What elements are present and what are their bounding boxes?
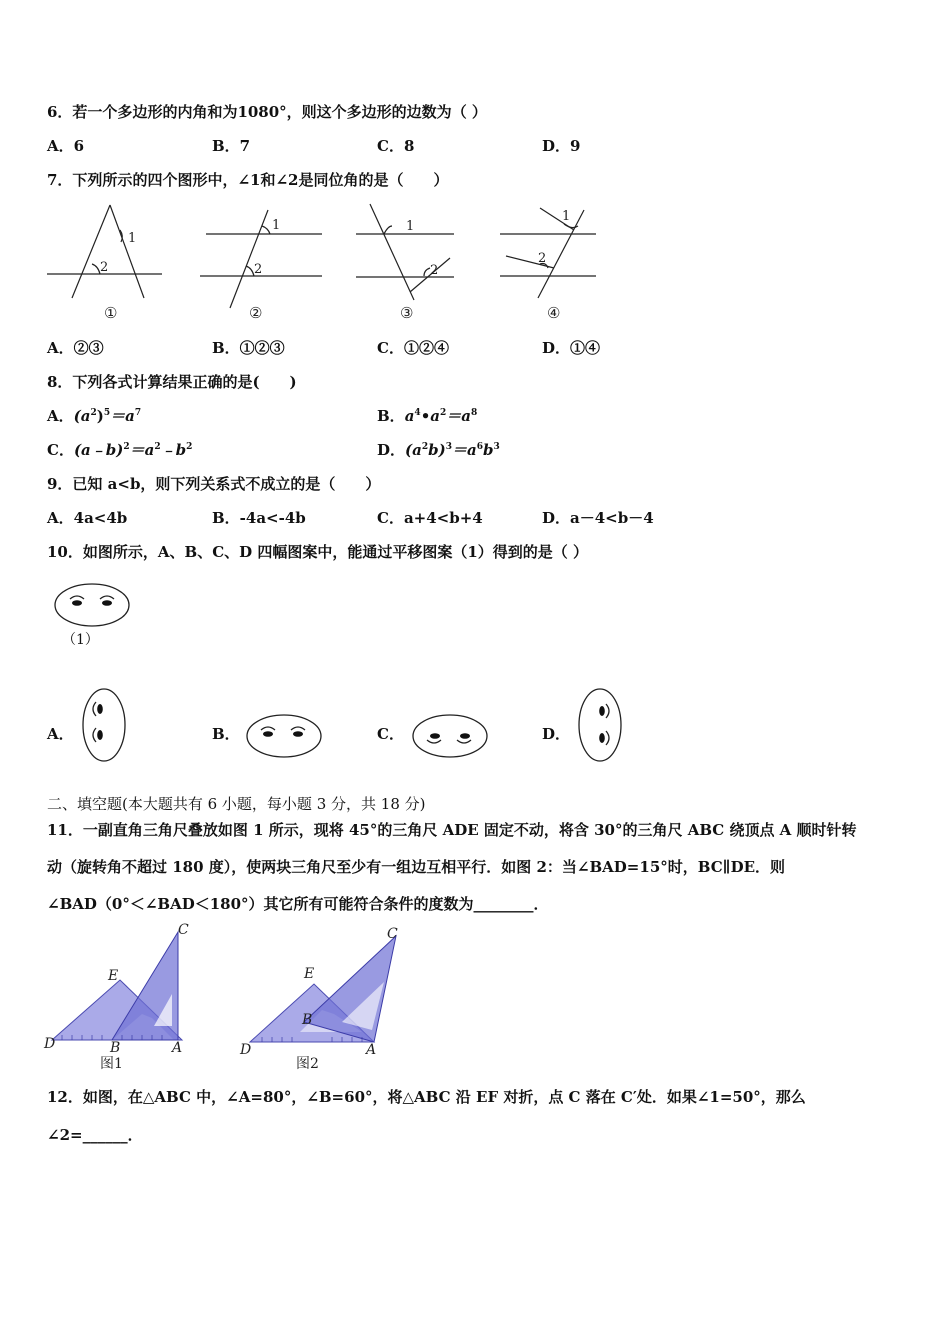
q8-option-c: C．$(a﹣b)^2=a^2﹣b^2$ [47, 441, 193, 459]
q11-line-3: ∠BAD（0°＜∠BAD＜180°）其它所有可能符合条件的度数为________． [47, 895, 549, 913]
q11-figure-2 [239, 926, 398, 1072]
q11-fig2-point-a: A [366, 1042, 377, 1058]
q10-pattern-1 [50, 580, 134, 630]
q6-option-d: D．9 [542, 137, 581, 155]
q10-pattern-b [244, 712, 324, 760]
q11-fig1-point-a: A [172, 1040, 183, 1056]
q7-option-c: C．①②④ [377, 339, 449, 357]
q7-fig2-angle-1: 1 [272, 218, 281, 233]
q7-option-d: D．①④ [542, 339, 601, 357]
q7-figure-label-1: ① [104, 304, 118, 322]
q7-stem: 7．下列所示的四个图形中，∠1和∠2是同位角的是（ ） [47, 171, 449, 189]
q11-fig2-point-e: E [304, 966, 315, 982]
q11-figure-1 [43, 922, 189, 1072]
q11-fig2-point-c: C [387, 926, 398, 942]
q10-option-d: D． [542, 725, 571, 743]
q11-fig2-point-b: B [302, 1012, 313, 1028]
q11-triangle-figures [42, 922, 412, 1072]
q10-option-b: B． [212, 725, 240, 743]
q11-fig1-point-e: E [108, 968, 119, 984]
q10-stem: 10．如图所示，A、B、C、D 四幅图案中，能通过平移图案（1）得到的是（ ） [47, 543, 589, 561]
q7-fig1-angle-1: 1 [128, 231, 137, 246]
q11-line-2: 动（旋转角不超过 180 度），使两块三角尺至少有一组边互相平行．如图 2：当∠BAD=15°时，BC∥DE．则 [47, 858, 786, 876]
q7-figure-label-3: ③ [400, 304, 414, 322]
q11-fig2-point-d: D [240, 1042, 252, 1058]
q12-line-1: 12．如图，在△ABC 中，∠A=80°，∠B=60°，将△ABC 沿 EF 对折，点 C 落在 C′处．如果∠1=50°，那么 [47, 1088, 806, 1106]
q7-option-b: B．①②③ [212, 339, 285, 357]
q11-fig1-point-c: C [178, 922, 189, 938]
q8-stem: 8．下列各式计算结果正确的是( ) [47, 373, 297, 391]
q6-stem: 6．若一个多边形的内角和为1080°，则这个多边形的边数为（ ） [47, 103, 487, 121]
q7-figure-4 [500, 208, 596, 298]
q11-fig2-caption: 图2 [296, 1056, 319, 1072]
q7-fig4-angle-1: 1 [562, 209, 571, 224]
q10-pattern-d [572, 686, 628, 764]
section-2-heading: 二、填空题(本大题共有 6 小题，每小题 3 分，共 18 分) [47, 795, 426, 813]
q9-option-b: B．-4a<-4b [212, 509, 306, 527]
q8-option-a: A．$(a^2)^5=a^7$ [47, 407, 142, 425]
q9-stem: 9．已知 a<b，则下列关系式不成立的是（ ） [47, 475, 381, 493]
q7-fig3-angle-1: 1 [406, 219, 415, 234]
q11-fig1-point-d: D [44, 1036, 56, 1052]
q8-option-d: D．$(a^2b)^3=a^6b^3$ [377, 441, 500, 459]
q11-fig1-caption: 图1 [100, 1056, 123, 1072]
q7-figure-1 [47, 205, 162, 298]
q8-option-b: B．$a^4•a^2=a^8$ [377, 407, 478, 425]
q6-option-b: B．7 [212, 137, 251, 155]
q6-option-a: A．6 [47, 137, 85, 155]
q9-option-c: C．a+4<b+4 [377, 509, 483, 527]
q7-figure-label-2: ② [249, 304, 263, 322]
q7-angle-figures [44, 200, 644, 325]
q10-option-a: A． [47, 725, 74, 743]
q7-option-a: A．②③ [47, 339, 104, 357]
q10-pattern-c [410, 712, 490, 760]
q12-line-2: ∠2=______． [47, 1126, 143, 1144]
q10-option-c: C． [377, 725, 404, 743]
q7-fig1-angle-2: 2 [100, 260, 109, 275]
q11-line-1: 11．一副直角三角尺叠放如图 1 所示，现将 45°的三角尺 ADE 固定不动，将含 30°的三角尺 ABC 绕顶点 A 顺时针转 [47, 821, 857, 839]
q11-fig1-point-b: B [110, 1040, 121, 1056]
q10-pattern-a [76, 686, 132, 764]
q7-fig3-angle-2: 2 [430, 263, 439, 278]
q7-figure-3 [356, 204, 454, 300]
q7-figure-2 [200, 210, 322, 308]
q7-fig2-angle-2: 2 [254, 262, 263, 277]
q9-option-d: D．a－4<b－4 [542, 509, 654, 527]
q10-figure-caption: （1） [62, 632, 99, 648]
q7-figure-label-4: ④ [547, 304, 561, 322]
q6-option-c: C．8 [377, 137, 415, 155]
q7-fig4-angle-2: 2 [538, 251, 547, 266]
q9-option-a: A．4a<4b [47, 509, 128, 527]
